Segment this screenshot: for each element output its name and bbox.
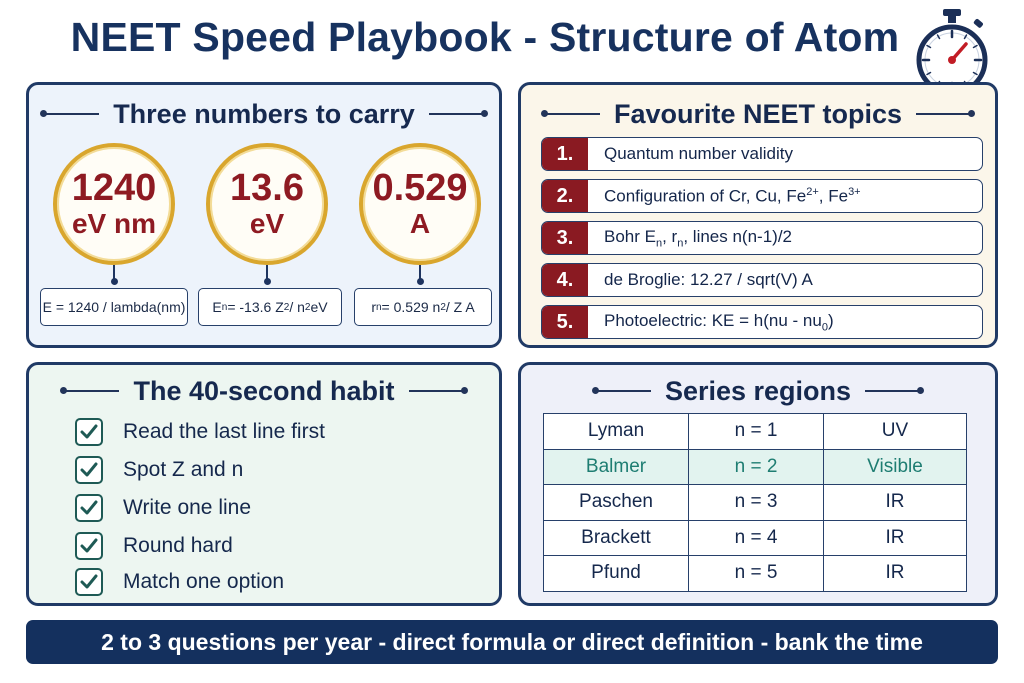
divider	[409, 390, 465, 392]
series-level: n = 3	[689, 485, 824, 521]
formula-subscript: n	[375, 301, 382, 313]
formula-superscript: 2	[283, 301, 290, 313]
topic-text-part: Configuration of Cr, Cu, Fe	[604, 186, 807, 206]
series-region: Visible	[824, 449, 967, 485]
topic-text-part: , Fe	[818, 186, 849, 206]
habit-item	[75, 531, 233, 561]
formula-photon-energy	[40, 288, 188, 326]
topic-number: 1.	[542, 138, 588, 170]
formula-text: E	[212, 299, 222, 315]
topic-number: 2.	[542, 180, 588, 212]
constant-unit: eV	[249, 208, 285, 239]
table-row	[544, 556, 967, 592]
constant-value: 1240	[71, 167, 157, 209]
topic-text	[588, 311, 834, 333]
formula-superscript: 2	[440, 301, 446, 313]
series-name: Paschen	[544, 485, 689, 521]
connector-dot	[417, 278, 424, 285]
series-region: IR	[824, 520, 967, 556]
checkbox-checked-icon	[75, 418, 103, 446]
topic-subscript: n	[655, 237, 663, 250]
formula-text: = 0.529 n	[381, 299, 441, 315]
formula-superscript: 2	[304, 301, 311, 313]
divider	[43, 113, 99, 115]
habit-panel-header	[29, 374, 499, 408]
habit-panel	[26, 362, 502, 606]
topic-text-part: Photoelectric: KE = h(nu - nu	[604, 310, 822, 330]
checkbox-checked-icon	[75, 568, 103, 596]
topic-item	[541, 305, 983, 339]
topic-text	[588, 186, 861, 207]
constant-circle-1240	[53, 143, 175, 265]
topic-subscript: n	[677, 237, 684, 250]
constant-value: 13.6	[230, 167, 304, 209]
page-title: NEET Speed Playbook - Structure of Atom	[70, 14, 900, 60]
series-table	[543, 413, 967, 592]
topic-number: 5.	[542, 306, 588, 338]
series-name: Pfund	[544, 556, 689, 592]
topic-item	[541, 137, 983, 171]
topics-panel-title: Favourite NEET topics	[613, 98, 903, 129]
series-region: UV	[824, 414, 967, 450]
topic-item	[541, 263, 983, 297]
formula-text: / Z A	[445, 299, 475, 315]
formula-bohr-energy	[198, 288, 342, 326]
topic-item	[541, 221, 983, 255]
topic-text-part: )	[827, 310, 834, 330]
formula-text: eV	[310, 299, 328, 315]
topic-text	[588, 227, 792, 249]
habit-text: Write one line	[123, 496, 252, 519]
series-panel-title: Series regions	[664, 375, 852, 406]
series-region: IR	[824, 485, 967, 521]
table-row	[544, 485, 967, 521]
series-panel-header	[521, 374, 995, 408]
topic-number: 3.	[542, 222, 588, 254]
series-name: Balmer	[544, 449, 689, 485]
topic-number: 4.	[542, 264, 588, 296]
series-name: Lyman	[544, 414, 689, 450]
topic-text-part: , lines n(n-1)/2	[683, 226, 793, 246]
series-level: n = 2	[689, 449, 824, 485]
checkbox-checked-icon	[75, 494, 103, 522]
topics-panel-header	[521, 97, 995, 131]
divider	[429, 113, 485, 115]
habit-text: Spot Z and n	[123, 458, 244, 481]
habit-item	[75, 493, 251, 523]
topic-text: de Broglie: 12.27 / sqrt(V) A	[604, 270, 813, 289]
series-region: IR	[824, 556, 967, 592]
habit-item	[75, 417, 325, 447]
table-row	[544, 520, 967, 556]
topic-text: Quantum number validity	[604, 144, 793, 163]
connector-dot	[111, 278, 118, 285]
constant-circle-0-529	[359, 143, 481, 265]
series-name: Brackett	[544, 520, 689, 556]
numbers-panel-title: Three numbers to carry	[113, 98, 415, 129]
habit-text: Round hard	[123, 534, 233, 557]
series-level: n = 1	[689, 414, 824, 450]
checkbox-checked-icon	[75, 456, 103, 484]
formula-text: = -13.6 Z	[227, 299, 284, 315]
constant-circle-13-6	[206, 143, 328, 265]
topic-superscript: 2+	[806, 185, 819, 198]
table-row-highlighted	[544, 449, 967, 485]
formula-text: / n	[289, 299, 305, 315]
constant-unit: eV nm	[71, 208, 157, 239]
topics-panel	[518, 82, 998, 348]
formula-text: E = 1240 / lambda(nm)	[42, 299, 186, 315]
divider	[595, 390, 651, 392]
formula-subscript: n	[221, 301, 228, 313]
topic-text-part: , r	[662, 226, 678, 246]
series-panel	[518, 362, 998, 606]
habit-text: Read the last line first	[123, 420, 325, 443]
table-row	[544, 414, 967, 450]
habit-panel-title: The 40-second habit	[133, 375, 395, 406]
constant-value: 0.529	[372, 167, 468, 209]
series-level: n = 5	[689, 556, 824, 592]
series-level: n = 4	[689, 520, 824, 556]
topic-text-part: Bohr E	[604, 226, 656, 246]
divider	[916, 113, 972, 115]
checkbox-checked-icon	[75, 532, 103, 560]
topic-item	[541, 179, 983, 213]
topic-subscript: 0	[821, 321, 828, 334]
topic-superscript: 3+	[848, 185, 861, 198]
connector-dot	[264, 278, 271, 285]
numbers-panel-header	[29, 97, 499, 131]
divider	[63, 390, 119, 392]
divider	[544, 113, 600, 115]
formula-text: r	[371, 299, 376, 315]
habit-item	[75, 567, 284, 597]
habit-text: Match one option	[123, 570, 285, 593]
formula-bohr-radius	[354, 288, 492, 326]
divider	[865, 390, 921, 392]
footer-banner: 2 to 3 questions per year - direct formula or direct definition - bank the time	[26, 620, 998, 664]
habit-item	[75, 455, 243, 485]
constant-unit: A	[409, 208, 431, 239]
